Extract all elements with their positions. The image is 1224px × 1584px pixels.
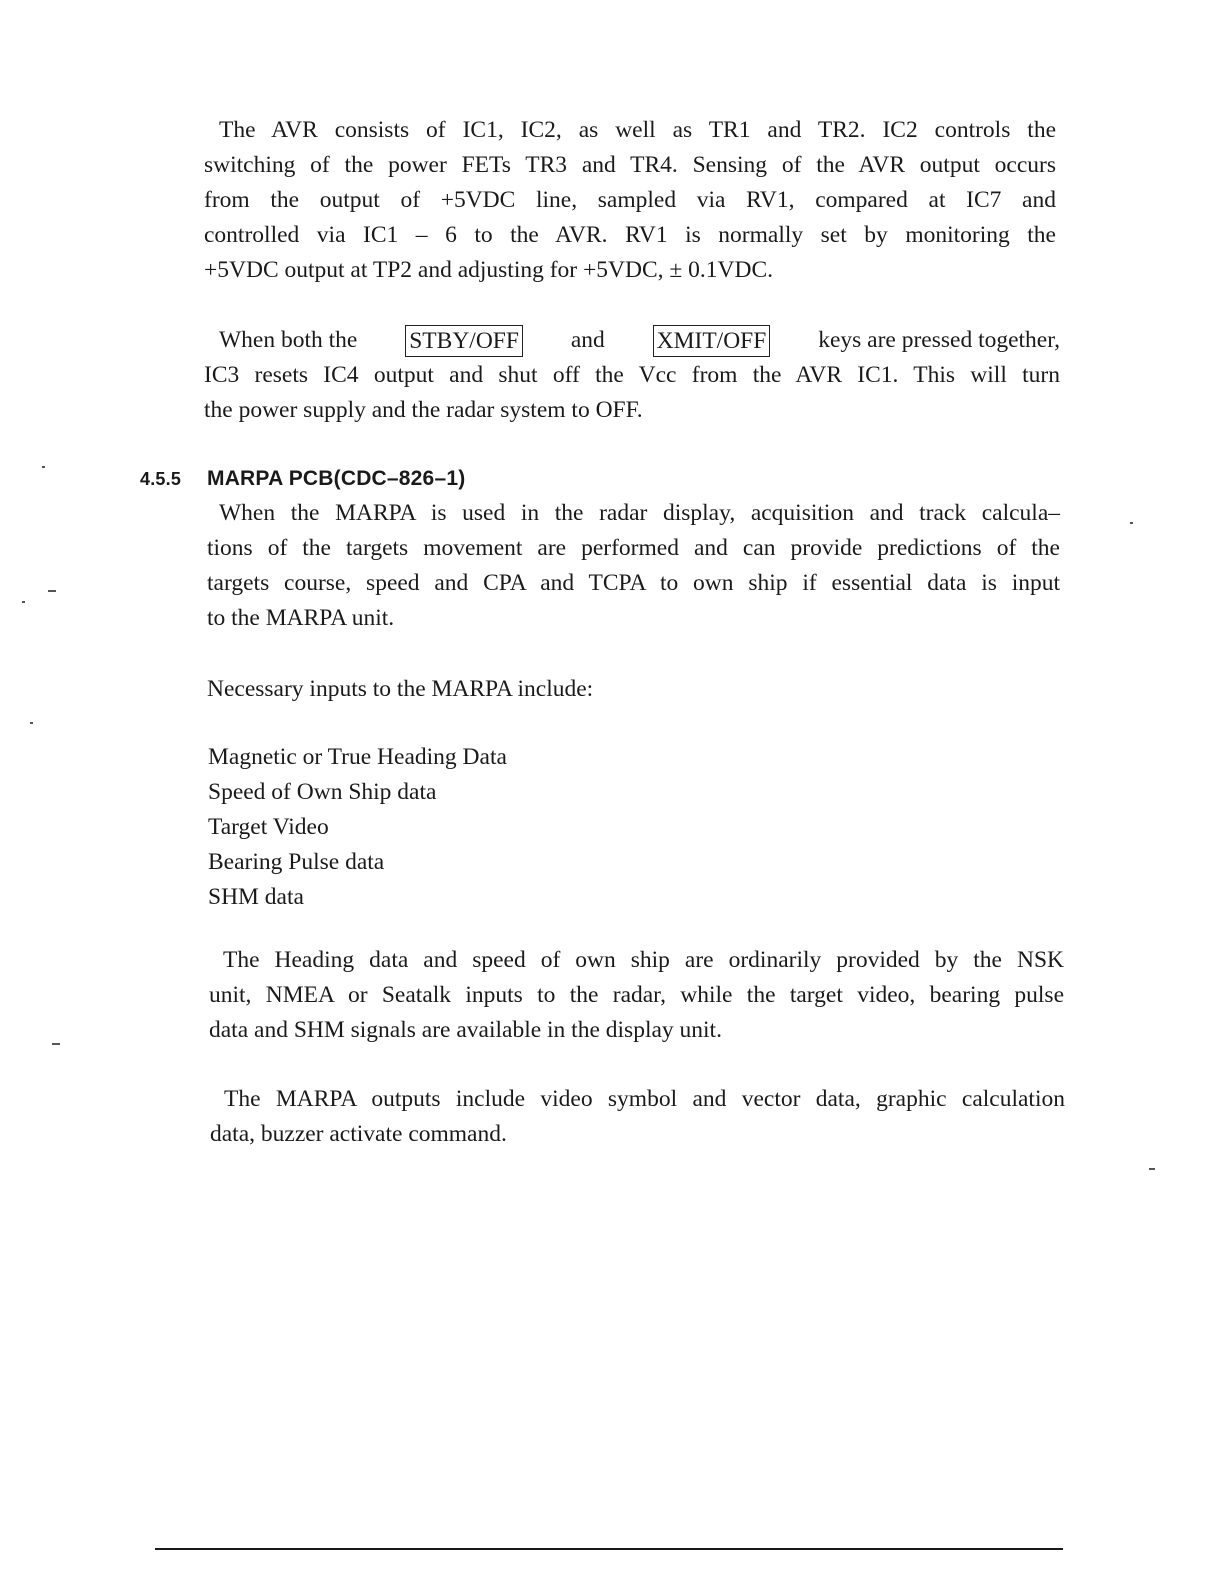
text-line: targets course, speed and CPA and TCPA to own ship if essential data is input	[207, 570, 1060, 596]
list-item: Magnetic or True Heading Data	[208, 744, 507, 770]
paragraph-marpa-outputs	[210, 1082, 1065, 1152]
text-line	[204, 323, 1060, 358]
stby-off-key-label: STBY/OFF	[405, 325, 523, 357]
text-line: When the MARPA is used in the radar display, acquisition and track calcula–	[219, 500, 1060, 526]
paragraph-avr	[204, 113, 1056, 288]
section-number: 4.5.5	[140, 469, 182, 489]
text-line: from the output of +5VDC line, sampled via RV1, compared at IC7 and	[204, 187, 1056, 213]
text-line: unit, NMEA or Seatalk inputs to the radar, while the target video, bearing pulse	[209, 982, 1064, 1008]
text-line: data, buzzer activate command.	[210, 1121, 507, 1147]
scan-speck	[1130, 522, 1133, 524]
scan-speck	[48, 590, 56, 592]
scan-speck	[22, 601, 25, 603]
xmit-off-key-label: XMIT/OFF	[653, 325, 771, 357]
text-fragment: keys are pressed together,	[818, 327, 1060, 353]
text-line: The MARPA outputs include video symbol and vector data, graphic calculation	[224, 1086, 1065, 1112]
scan-speck	[42, 466, 45, 468]
text-line: the power supply and the radar system to OFF.	[204, 397, 643, 423]
text-line: The Heading data and speed of own ship are ordinarily provided by the NSK	[223, 947, 1064, 973]
text-line: controlled via IC1 – 6 to the AVR. RV1 is normally set by monitoring the	[204, 222, 1056, 248]
marpa-inputs-list	[208, 740, 507, 915]
section-title: MARPA PCB(CDC–826–1)	[207, 467, 466, 490]
text-fragment: and	[570, 327, 605, 353]
paragraph-marpa-intro	[207, 496, 1060, 636]
scan-speck	[52, 1043, 60, 1045]
text-line: +5VDC output at TP2 and adjusting for +5VDC, ± 0.1VDC.	[204, 257, 774, 283]
list-item: SHM data	[208, 884, 304, 910]
footer-rule	[155, 1548, 1063, 1550]
text-fragment: When both the	[219, 327, 358, 353]
text-line: switching of the power FETs TR3 and TR4. Sensing of the AVR output occurs	[204, 152, 1056, 178]
paragraph-heading-source	[209, 943, 1064, 1048]
section-heading	[140, 467, 465, 491]
text-line: Necessary inputs to the MARPA include:	[207, 676, 594, 702]
text-line: The AVR consists of IC1, IC2, as well as TR1 and TR2. IC2 controls the	[219, 117, 1056, 143]
text-line: data and SHM signals are available in the display unit.	[209, 1017, 722, 1043]
list-item: Bearing Pulse data	[208, 849, 385, 875]
list-item: Speed of Own Ship data	[208, 779, 437, 805]
text-line: IC3 resets IC4 output and shut off the Vcc from the AVR IC1. This will turn	[204, 362, 1060, 388]
scan-speck	[30, 722, 33, 724]
paragraph-inputs-intro	[207, 672, 1060, 707]
paragraph-power-keys	[204, 323, 1060, 428]
scan-speck	[1149, 1168, 1155, 1170]
list-item: Target Video	[208, 814, 329, 840]
text-line: tions of the targets movement are performed and can provide predictions of the	[207, 535, 1060, 561]
text-line: to the MARPA unit.	[207, 605, 395, 631]
